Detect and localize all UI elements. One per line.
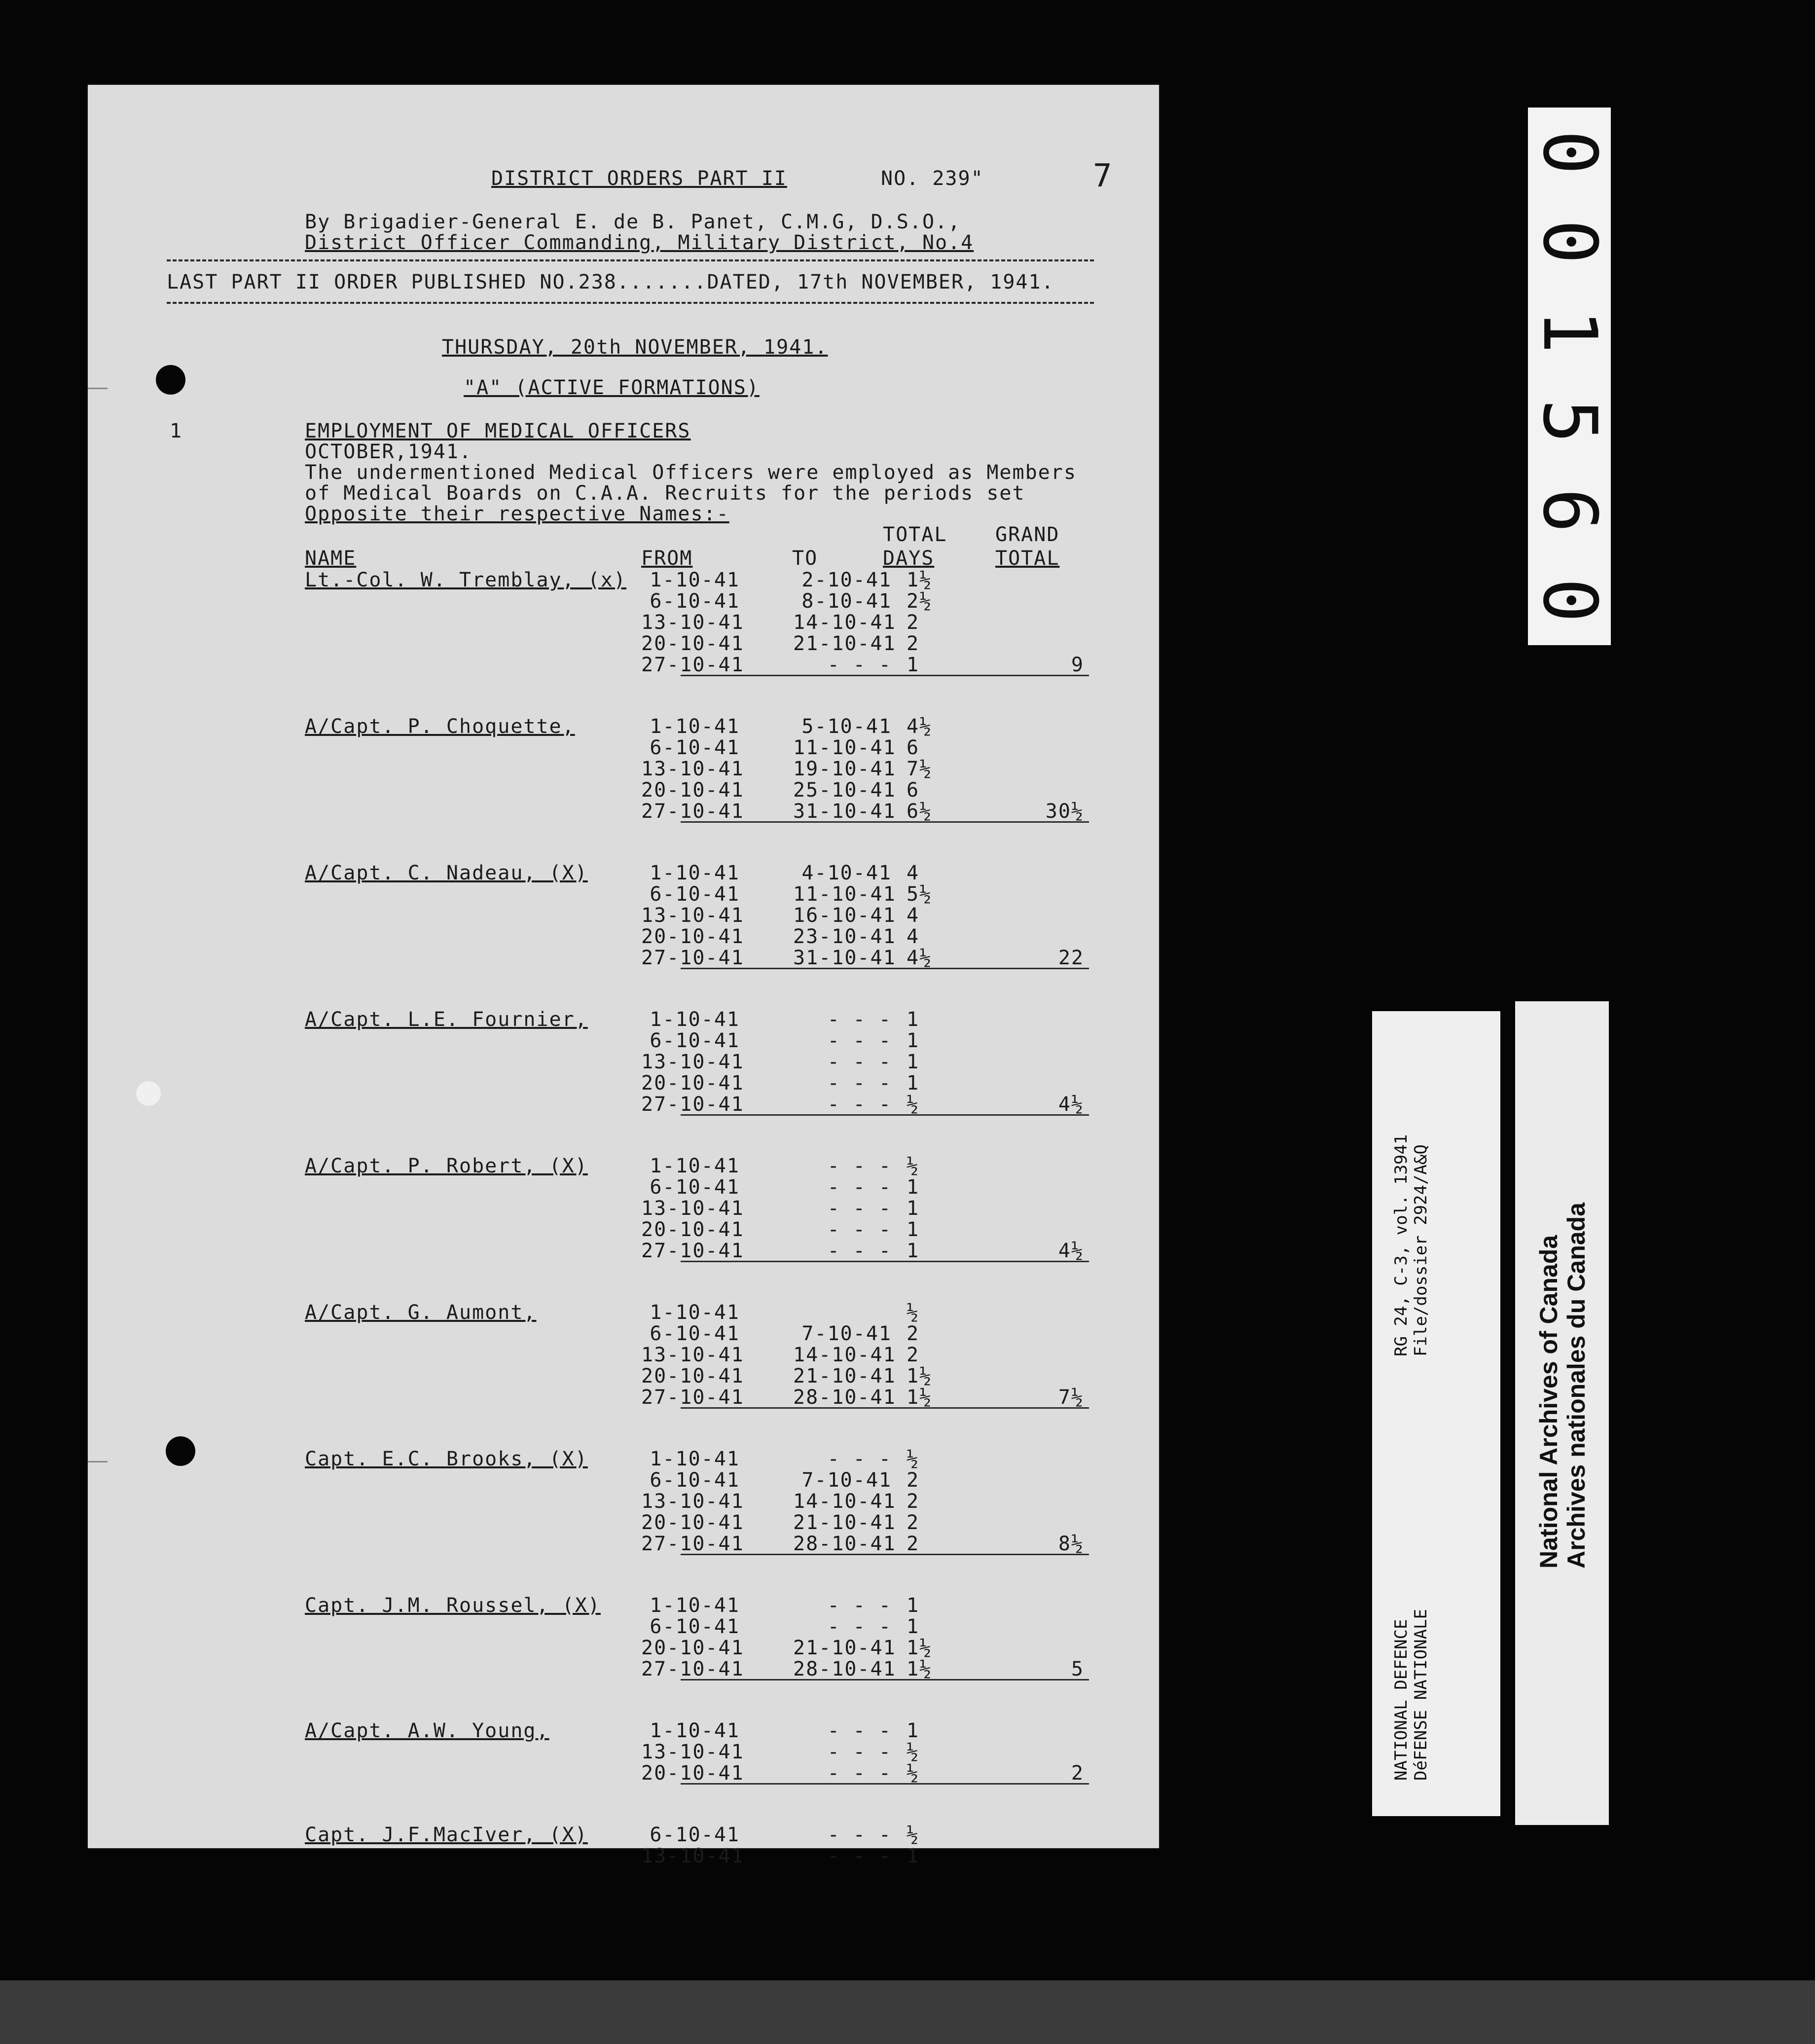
cell-days: 1 — [907, 1845, 920, 1867]
cell-days: 7½ — [907, 758, 933, 780]
total-rule — [681, 675, 1089, 676]
cell-days: 4½ — [907, 715, 933, 738]
officer-name: Capt. J.F.MacIver, (X) — [305, 1824, 588, 1846]
col-header-name: NAME — [305, 547, 357, 570]
cell-from: 20-10-41 — [641, 1365, 744, 1387]
cell-to: - - - — [827, 1072, 892, 1095]
grand-total: 2 — [1071, 1762, 1084, 1785]
cell-from: 1-10-41 — [650, 1155, 740, 1177]
grand-total: 4½ — [1058, 1240, 1084, 1262]
document-page — [88, 85, 1159, 1867]
cell-to: - - - — [827, 1615, 892, 1638]
cell-to: 4-10-41 — [801, 862, 892, 884]
total-rule — [681, 1261, 1089, 1262]
cell-from: 20-10-41 — [641, 779, 744, 802]
total-rule — [681, 1407, 1089, 1409]
cell-from: 27-10-41 — [641, 1093, 744, 1116]
frame-digit: 6 — [1526, 488, 1612, 533]
cell-days: ½ — [907, 1301, 920, 1324]
cell-from: 27-10-41 — [641, 1533, 744, 1555]
cell-from: 13-10-41 — [641, 1490, 744, 1513]
cell-to: - - - — [827, 1197, 892, 1220]
cell-to: 31-10-41 — [793, 800, 896, 823]
item-number: 1 — [170, 420, 183, 442]
cell-days: 1 — [907, 1197, 920, 1220]
cell-days: 2 — [907, 611, 920, 634]
cell-from: 6-10-41 — [650, 1469, 740, 1492]
cell-days: 4 — [907, 904, 920, 927]
cell-to: 8-10-41 — [801, 590, 892, 613]
officer-name: A/Capt. L.E. Fournier, — [305, 1008, 588, 1031]
cell-to: - - - — [827, 1594, 892, 1617]
cell-from: 27-10-41 — [641, 947, 744, 969]
cell-from: 6-10-41 — [650, 1615, 740, 1638]
cell-to: 21-10-41 — [793, 1511, 896, 1534]
cell-days: ½ — [907, 1741, 920, 1763]
cell-days: 2 — [907, 1511, 920, 1534]
officer-name: Capt. E.C. Brooks, (X) — [305, 1448, 588, 1470]
cell-to: 25-10-41 — [793, 779, 896, 802]
grand-total: 5 — [1071, 1658, 1084, 1680]
cell-to: - - - — [827, 1240, 892, 1262]
cell-days: 2½ — [907, 590, 933, 613]
col-header-to: TO — [792, 547, 818, 570]
cell-days: ½ — [907, 1824, 920, 1846]
cell-from: 27-10-41 — [641, 800, 744, 823]
officer-name: A/Capt. P. Choquette, — [305, 715, 575, 738]
last-order-line: LAST PART II ORDER PUBLISHED NO.238.......DATED, 17th NOVEMBER, 1941. — [167, 271, 1054, 293]
dashed-rule — [167, 302, 1094, 304]
cell-to: 21-10-41 — [793, 1637, 896, 1659]
archive-name-fr: Archives nationales du Canada — [1562, 1203, 1590, 1569]
cell-from: 20-10-41 — [641, 1072, 744, 1095]
cell-days: 1½ — [907, 569, 933, 591]
cell-days: ½ — [907, 1448, 920, 1470]
cell-from: 13-10-41 — [641, 1197, 744, 1220]
cell-to: 23-10-41 — [793, 925, 896, 948]
punch-hole — [166, 1436, 195, 1466]
cell-days: 6½ — [907, 800, 933, 823]
cell-days: 2 — [907, 1322, 920, 1345]
col-header-total: TOTAL — [883, 523, 947, 546]
cell-days: 1½ — [907, 1637, 933, 1659]
reference-line: RG 24, C-3, vol. 13941 — [1391, 1134, 1411, 1356]
cell-days: 6 — [907, 736, 920, 759]
cell-from: 27-10-41 — [641, 1386, 744, 1409]
frame-number-label — [1528, 108, 1611, 645]
archive-name-label — [1515, 1001, 1609, 1825]
cell-days: 5½ — [907, 883, 933, 906]
frame-digit: 1 — [1526, 309, 1612, 354]
cell-to: 11-10-41 — [793, 736, 896, 759]
cell-to: 28-10-41 — [793, 1533, 896, 1555]
cell-days: 1½ — [907, 1386, 933, 1409]
film-edge — [0, 1980, 1815, 2044]
cell-from: 20-10-41 — [641, 632, 744, 655]
date-line: THURSDAY, 20th NOVEMBER, 1941. — [442, 336, 828, 359]
cell-days: 1 — [907, 1594, 920, 1617]
grand-total: 4½ — [1058, 1093, 1084, 1116]
cell-to: - - - — [827, 1762, 892, 1785]
col-header-grand: GRAND — [995, 523, 1060, 546]
frame-digit: 0 — [1526, 219, 1612, 264]
cell-to: - - - — [827, 1008, 892, 1031]
cell-to: 14-10-41 — [793, 1490, 896, 1513]
cell-to: 11-10-41 — [793, 883, 896, 906]
total-rule — [681, 821, 1089, 823]
cell-to: - - - — [827, 1824, 892, 1846]
cell-to: 2-10-41 — [801, 569, 892, 591]
total-rule — [681, 1554, 1089, 1555]
cell-from: 6-10-41 — [650, 1176, 740, 1199]
cell-to: 5-10-41 — [801, 715, 892, 738]
by-line: By Brigadier-General E. de B. Panet, C.M.G, D.S.O., — [305, 211, 961, 233]
officer-name: A/Capt. P. Robert, (X) — [305, 1155, 588, 1177]
cell-from: 6-10-41 — [650, 590, 740, 613]
cell-to: - - - — [827, 1093, 892, 1116]
cell-from: 13-10-41 — [641, 1845, 744, 1867]
cell-from: 13-10-41 — [641, 758, 744, 780]
col-header-days: DAYS — [883, 547, 935, 570]
cell-from: 27-10-41 — [641, 1240, 744, 1262]
officer-line: District Officer Commanding, Military District, No.4 — [305, 231, 974, 254]
cell-from: 1-10-41 — [650, 569, 740, 591]
cell-from: 20-10-41 — [641, 1218, 744, 1241]
cell-days: 1½ — [907, 1658, 933, 1680]
cell-days: 1½ — [907, 1365, 933, 1387]
grand-total: 8½ — [1058, 1533, 1084, 1555]
archive-name-en: National Archives of Canada — [1535, 1235, 1562, 1569]
cell-from: 20-10-41 — [641, 1637, 744, 1659]
cell-from: 1-10-41 — [650, 1719, 740, 1742]
cell-to: 28-10-41 — [793, 1386, 896, 1409]
cell-from: 13-10-41 — [641, 1344, 744, 1366]
officer-name: A/Capt. A.W. Young, — [305, 1719, 549, 1742]
cell-to: - - - — [827, 1218, 892, 1241]
doc-title: DISTRICT ORDERS PART II — [491, 167, 787, 190]
section-heading: "A" (ACTIVE FORMATIONS) — [464, 376, 760, 399]
cell-days: 4½ — [907, 947, 933, 969]
margin-mark — [88, 1461, 108, 1462]
officer-name: Lt.-Col. W. Tremblay, (x) — [305, 569, 627, 591]
reference-line: File/dossier 2924/A&Q — [1411, 1144, 1431, 1356]
cell-days: 2 — [907, 1344, 920, 1366]
cell-days: 1 — [907, 1072, 920, 1095]
margin-mark — [88, 388, 108, 389]
cell-from: 1-10-41 — [650, 1301, 740, 1324]
cell-days: 2 — [907, 1469, 920, 1492]
cell-to: - - - — [827, 1155, 892, 1177]
cell-from: 6-10-41 — [650, 736, 740, 759]
cell-from: 13-10-41 — [641, 611, 744, 634]
cell-from: 13-10-41 — [641, 904, 744, 927]
punch-hole — [156, 365, 185, 395]
cell-days: 2 — [907, 632, 920, 655]
officer-name: A/Capt. G. Aumont, — [305, 1301, 537, 1324]
total-rule — [681, 1679, 1089, 1680]
grand-total: 22 — [1058, 947, 1084, 969]
frame-digit: 0 — [1526, 130, 1612, 175]
cell-to: 14-10-41 — [793, 1344, 896, 1366]
order-number: NO. 239" — [881, 167, 984, 190]
cell-to: - - - — [827, 1029, 892, 1052]
cell-days: 1 — [907, 654, 920, 676]
cell-to: - - - — [827, 1176, 892, 1199]
cell-days: 1 — [907, 1218, 920, 1241]
cell-days: 4 — [907, 925, 920, 948]
cell-to: 21-10-41 — [793, 1365, 896, 1387]
cell-from: 20-10-41 — [641, 1511, 744, 1534]
total-rule — [681, 968, 1089, 969]
col-header-grand-total: TOTAL — [995, 547, 1060, 570]
department-line: NATIONAL DEFENCE — [1391, 1619, 1411, 1781]
archive-reference-label — [1372, 1011, 1500, 1816]
cell-from: 20-10-41 — [641, 1762, 744, 1785]
cell-from: 1-10-41 — [650, 715, 740, 738]
cell-days: 1 — [907, 1240, 920, 1262]
punch-hole — [136, 1081, 161, 1106]
cell-from: 6-10-41 — [650, 1322, 740, 1345]
frame-digit: 5 — [1526, 399, 1612, 443]
cell-days: 1 — [907, 1615, 920, 1638]
total-rule — [681, 1114, 1089, 1116]
cell-from: 1-10-41 — [650, 1448, 740, 1470]
cell-from: 27-10-41 — [641, 654, 744, 676]
item-heading: EMPLOYMENT OF MEDICAL OFFICERS — [305, 420, 691, 442]
cell-days: 6 — [907, 779, 920, 802]
department-line: DéFENSE NATIONALE — [1411, 1609, 1431, 1781]
cell-from: 6-10-41 — [650, 1029, 740, 1052]
cell-days: ½ — [907, 1155, 920, 1177]
cell-days: 1 — [907, 1029, 920, 1052]
cell-from: 20-10-41 — [641, 925, 744, 948]
cell-from: 1-10-41 — [650, 862, 740, 884]
page-number: 7 — [1093, 158, 1113, 194]
cell-days: 1 — [907, 1008, 920, 1031]
cell-to: 21-10-41 — [793, 632, 896, 655]
cell-days: 2 — [907, 1490, 920, 1513]
cell-from: 6-10-41 — [650, 1824, 740, 1846]
cell-to: - - - — [827, 1448, 892, 1470]
cell-to: 14-10-41 — [793, 611, 896, 634]
grand-total: 7½ — [1058, 1386, 1084, 1409]
cell-days: 1 — [907, 1176, 920, 1199]
item-text: of Medical Boards on C.A.A. Recruits for the periods set — [305, 482, 1025, 505]
item-text: The undermentioned Medical Officers were employed as Members — [305, 461, 1077, 484]
cell-from: 1-10-41 — [650, 1008, 740, 1031]
cell-days: 2 — [907, 1533, 920, 1555]
cell-to: 16-10-41 — [793, 904, 896, 927]
grand-total: 30½ — [1045, 800, 1084, 823]
cell-to: - - - — [827, 1845, 892, 1867]
grand-total: 9 — [1071, 654, 1084, 676]
officer-name: A/Capt. C. Nadeau, (X) — [305, 862, 588, 884]
cell-days: 1 — [907, 1051, 920, 1073]
total-rule — [681, 1783, 1089, 1785]
cell-days: ½ — [907, 1762, 920, 1785]
cell-days: 4 — [907, 862, 920, 884]
dashed-rule — [167, 259, 1094, 261]
cell-days: ½ — [907, 1093, 920, 1116]
item-text: Opposite their respective Names:- — [305, 503, 729, 525]
cell-to: - - - — [827, 654, 892, 676]
cell-to: - - - — [827, 1719, 892, 1742]
cell-days: 1 — [907, 1719, 920, 1742]
cell-to: 19-10-41 — [793, 758, 896, 780]
cell-to: 7-10-41 — [801, 1469, 892, 1492]
cell-to: - - - — [827, 1741, 892, 1763]
frame-digit: 0 — [1526, 578, 1612, 623]
cell-to: 7-10-41 — [801, 1322, 892, 1345]
cell-from: 13-10-41 — [641, 1051, 744, 1073]
item-month: OCTOBER,1941. — [305, 440, 472, 463]
cell-from: 1-10-41 — [650, 1594, 740, 1617]
cell-from: 6-10-41 — [650, 883, 740, 906]
cell-from: 13-10-41 — [641, 1741, 744, 1763]
cell-to: 28-10-41 — [793, 1658, 896, 1680]
cell-from: 27-10-41 — [641, 1658, 744, 1680]
cell-to: - - - — [827, 1051, 892, 1073]
cell-to: 31-10-41 — [793, 947, 896, 969]
col-header-from: FROM — [641, 547, 693, 570]
officer-name: Capt. J.M. Roussel, (X) — [305, 1594, 601, 1617]
